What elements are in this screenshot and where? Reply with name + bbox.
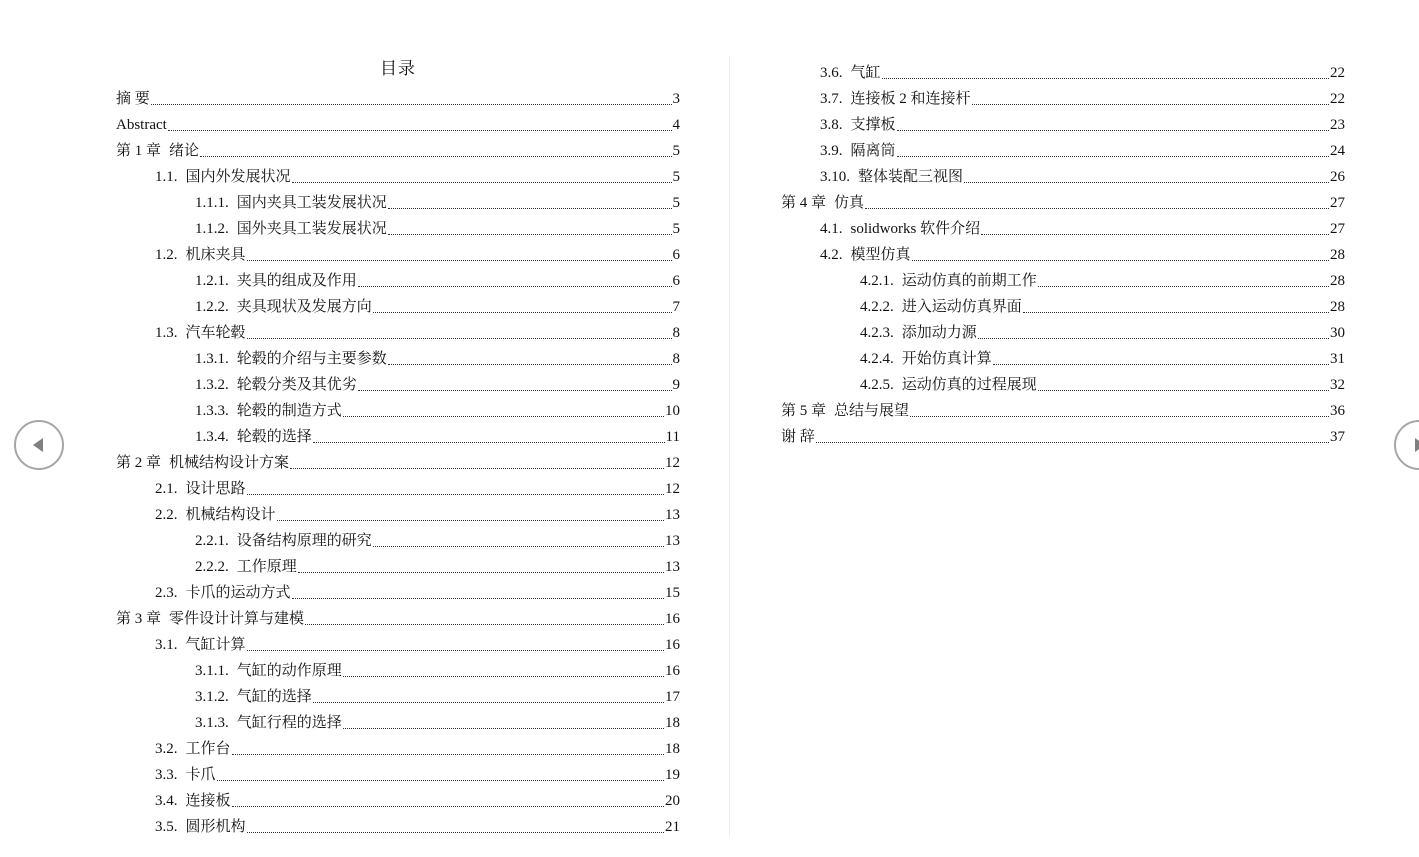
- previous-page-button[interactable]: [14, 420, 64, 470]
- toc-dot-leader: [247, 832, 664, 833]
- toc-entry-number: 1.3.2.: [195, 377, 229, 393]
- toc-entry[interactable]: [116, 368, 680, 394]
- toc-entry-page-number: 11: [665, 429, 680, 445]
- toc-entry-number: 2.2.2.: [195, 559, 229, 575]
- toc-dot-leader: [865, 208, 1329, 209]
- toc-entry-number: 3.2.: [155, 741, 178, 757]
- toc-entry[interactable]: [781, 134, 1345, 160]
- toc-entry-page-number: 16: [665, 611, 680, 627]
- toc-entry-title: 夹具现状及发展方向: [236, 299, 372, 315]
- toc-entry-number: 2.2.: [155, 507, 178, 523]
- toc-entry-page-number: 32: [1330, 377, 1345, 393]
- toc-dot-leader: [343, 416, 664, 417]
- toc-entry[interactable]: [116, 264, 680, 290]
- toc-dot-leader: [168, 130, 672, 131]
- toc-entry[interactable]: [116, 550, 680, 576]
- toc-entry-number: 4.2.3.: [860, 325, 894, 341]
- toc-entry-title: 运动仿真的过程展现: [901, 377, 1037, 393]
- toc-entry-number: 3.3.: [155, 767, 178, 783]
- toc-entry-title: 卡爪的运动方式: [185, 585, 291, 601]
- toc-entry-number: 2.1.: [155, 481, 178, 497]
- toc-dot-leader: [247, 494, 664, 495]
- toc-entry-title: 国内外发展状况: [185, 169, 291, 185]
- toc-entry-page-number: 10: [665, 403, 680, 419]
- toc-entry-page-number: 21: [665, 819, 680, 835]
- toc-entry-number: 1.1.1.: [195, 195, 229, 211]
- toc-dot-leader: [1023, 312, 1329, 313]
- toc-entry-page-number: 13: [665, 507, 680, 523]
- toc-entry[interactable]: [116, 394, 680, 420]
- toc-dot-leader: [373, 546, 664, 547]
- toc-entry-title: 添加动力源: [901, 325, 977, 341]
- toc-entry-title: 运动仿真的前期工作: [901, 273, 1037, 289]
- chevron-right-icon: [1396, 422, 1419, 468]
- toc-entry-page-number: 5: [672, 169, 680, 185]
- toc-entry-page-number: 16: [665, 663, 680, 679]
- toc-entry-title: 轮毂分类及其优劣: [236, 377, 357, 393]
- toc-entry-title: 隔离筒: [850, 143, 896, 159]
- toc-entry-number: 3.6.: [820, 65, 843, 81]
- toc-entry[interactable]: [781, 108, 1345, 134]
- page-divider: [729, 56, 730, 836]
- toc-title: 目录: [380, 59, 416, 78]
- toc-dot-leader: [388, 208, 672, 209]
- toc-dot-leader: [373, 312, 672, 313]
- toc-entry-title: 摘 要: [116, 91, 150, 107]
- toc-entry-number: 第 2 章: [116, 455, 162, 471]
- toc-entry-page-number: 17: [665, 689, 680, 705]
- toc-entry-page-number: 28: [1330, 299, 1345, 315]
- toc-entry-number: 1.2.2.: [195, 299, 229, 315]
- toc-dot-leader: [882, 78, 1329, 79]
- toc-dot-leader: [993, 364, 1329, 365]
- toc-entry-number: 3.10.: [820, 169, 850, 185]
- toc-entry-title: Abstract: [116, 117, 167, 133]
- toc-entry[interactable]: [116, 342, 680, 368]
- toc-entry-number: 1.1.: [155, 169, 178, 185]
- toc-entry-title: 夹具的组成及作用: [236, 273, 357, 289]
- toc-entry[interactable]: [781, 264, 1345, 290]
- toc-entry-page-number: 12: [665, 481, 680, 497]
- toc-entry[interactable]: [781, 290, 1345, 316]
- toc-entry-title: 气缸计算: [185, 637, 246, 653]
- toc-entry-page-number: 22: [1330, 91, 1345, 107]
- toc-entry-page-number: 31: [1330, 351, 1345, 367]
- toc-entry[interactable]: [781, 368, 1345, 394]
- toc-entry-number: 2.2.1.: [195, 533, 229, 549]
- toc-page-left: [116, 0, 680, 857]
- toc-dot-leader: [358, 390, 672, 391]
- toc-entry-page-number: 26: [1330, 169, 1345, 185]
- toc-entry-title: 国外夹具工装发展状况: [236, 221, 387, 237]
- toc-entry-page-number: 15: [665, 585, 680, 601]
- toc-list-right: [781, 56, 1345, 446]
- toc-page-right: [781, 0, 1345, 857]
- toc-entry-title: 气缸行程的选择: [236, 715, 342, 731]
- toc-dot-leader: [232, 754, 664, 755]
- toc-entry-number: 4.2.4.: [860, 351, 894, 367]
- toc-dot-leader: [981, 234, 1329, 235]
- toc-entry-title: 机床夹具: [185, 247, 246, 263]
- toc-entry-page-number: 37: [1330, 429, 1345, 445]
- toc-dot-leader: [343, 676, 664, 677]
- toc-entry-number: 第 4 章: [781, 195, 827, 211]
- toc-entry-page-number: 5: [672, 195, 680, 211]
- toc-dot-leader: [277, 520, 664, 521]
- toc-entry[interactable]: [116, 108, 680, 134]
- toc-dot-leader: [897, 130, 1329, 131]
- toc-entry[interactable]: [116, 758, 680, 784]
- toc-dot-leader: [1038, 286, 1329, 287]
- next-page-button[interactable]: [1394, 420, 1419, 470]
- toc-entry-page-number: 24: [1330, 143, 1345, 159]
- toc-entry[interactable]: [781, 82, 1345, 108]
- toc-entry[interactable]: [116, 602, 680, 628]
- toc-entry-number: 3.4.: [155, 793, 178, 809]
- toc-dot-leader: [358, 286, 672, 287]
- toc-entry-page-number: 27: [1330, 221, 1345, 237]
- toc-entry[interactable]: [116, 160, 680, 186]
- toc-entry-title: 总结与展望: [834, 403, 910, 419]
- chevron-left-icon: [16, 422, 62, 468]
- toc-entry-title: 气缸: [850, 65, 881, 81]
- toc-entry-page-number: 36: [1330, 403, 1345, 419]
- toc-entry-title: 轮毂的选择: [236, 429, 312, 445]
- toc-entry-title: 气缸的动作原理: [236, 663, 342, 679]
- toc-entry-page-number: 8: [672, 325, 680, 341]
- toc-entry[interactable]: [116, 576, 680, 602]
- toc-entry-title: 国内夹具工装发展状况: [236, 195, 387, 211]
- toc-entry-page-number: 23: [1330, 117, 1345, 133]
- toc-entry[interactable]: [781, 56, 1345, 82]
- toc-entry-number: 1.2.: [155, 247, 178, 263]
- toc-entry-page-number: 7: [672, 299, 680, 315]
- toc-entry-number: 1.3.3.: [195, 403, 229, 419]
- toc-entry[interactable]: [116, 472, 680, 498]
- toc-entry-title: 机械结构设计方案: [169, 455, 290, 471]
- toc-entry-page-number: 13: [665, 559, 680, 575]
- toc-entry-number: 4.2.5.: [860, 377, 894, 393]
- toc-dot-leader: [313, 442, 665, 443]
- toc-dot-leader: [388, 364, 672, 365]
- toc-entry[interactable]: [116, 238, 680, 264]
- toc-dot-leader: [343, 728, 664, 729]
- toc-entry-page-number: 16: [665, 637, 680, 653]
- toc-entry-number: 2.3.: [155, 585, 178, 601]
- toc-entry[interactable]: [116, 654, 680, 680]
- toc-entry[interactable]: [781, 212, 1345, 238]
- toc-entry-page-number: 18: [665, 715, 680, 731]
- toc-entry-title: 轮毂的介绍与主要参数: [236, 351, 387, 367]
- toc-dot-leader: [964, 182, 1329, 183]
- toc-entry[interactable]: [116, 186, 680, 212]
- toc-list-left: [116, 82, 680, 836]
- toc-entry-title: 汽车轮毂: [185, 325, 246, 341]
- toc-entry-number: 第 1 章: [116, 143, 162, 159]
- toc-entry-page-number: 18: [665, 741, 680, 757]
- toc-dot-leader: [292, 182, 672, 183]
- toc-entry-number: 3.1.2.: [195, 689, 229, 705]
- toc-entry[interactable]: [116, 316, 680, 342]
- toc-dot-leader: [1038, 390, 1329, 391]
- toc-entry[interactable]: [116, 628, 680, 654]
- toc-entry[interactable]: [781, 316, 1345, 342]
- toc-entry-title: 零件设计计算与建模: [169, 611, 305, 627]
- toc-entry-title: 模型仿真: [850, 247, 911, 263]
- toc-entry-number: 3.8.: [820, 117, 843, 133]
- toc-entry-title: 气缸的选择: [236, 689, 312, 705]
- toc-entry-page-number: 4: [672, 117, 680, 133]
- toc-entry-title: 绪论: [169, 143, 200, 159]
- toc-entry-page-number: 28: [1330, 273, 1345, 289]
- toc-entry-page-number: 13: [665, 533, 680, 549]
- toc-entry[interactable]: [116, 498, 680, 524]
- toc-entry-page-number: 22: [1330, 65, 1345, 81]
- toc-entry-title: 圆形机构: [185, 819, 246, 835]
- toc-entry-title: 机械结构设计: [185, 507, 276, 523]
- toc-entry-number: 3.1.1.: [195, 663, 229, 679]
- toc-dot-leader: [912, 260, 1329, 261]
- toc-entry-page-number: 5: [672, 143, 680, 159]
- toc-entry-title: 支撑板: [850, 117, 896, 133]
- toc-dot-leader: [292, 598, 664, 599]
- toc-entry-number: 4.1.: [820, 221, 843, 237]
- toc-entry[interactable]: [781, 420, 1345, 446]
- toc-entry-title: 仿真: [834, 195, 865, 211]
- toc-entry[interactable]: [116, 420, 680, 446]
- toc-entry[interactable]: [116, 524, 680, 550]
- toc-dot-leader: [247, 650, 664, 651]
- toc-dot-leader: [305, 624, 664, 625]
- toc-entry-title: 卡爪: [185, 767, 216, 783]
- toc-entry-number: 4.2.1.: [860, 273, 894, 289]
- toc-dot-leader: [298, 572, 664, 573]
- toc-entry-number: 3.5.: [155, 819, 178, 835]
- toc-dot-leader: [388, 234, 672, 235]
- toc-entry-title: 工作台: [185, 741, 231, 757]
- toc-entry-number: 1.2.1.: [195, 273, 229, 289]
- toc-entry-title: 开始仿真计算: [901, 351, 992, 367]
- toc-entry-title: 设备结构原理的研究: [236, 533, 372, 549]
- toc-dot-leader: [232, 806, 664, 807]
- toc-entry[interactable]: [116, 810, 680, 836]
- toc-entry-title: 谢 辞: [781, 429, 815, 445]
- toc-entry[interactable]: [781, 160, 1345, 186]
- toc-entry-page-number: 19: [665, 767, 680, 783]
- toc-entry-number: 3.7.: [820, 91, 843, 107]
- toc-entry-number: 1.1.2.: [195, 221, 229, 237]
- toc-entry-page-number: 5: [672, 221, 680, 237]
- toc-entry-number: 4.2.2.: [860, 299, 894, 315]
- toc-entry[interactable]: [116, 290, 680, 316]
- toc-dot-leader: [200, 156, 671, 157]
- toc-entry[interactable]: [781, 394, 1345, 420]
- toc-entry-page-number: 9: [672, 377, 680, 393]
- toc-entry-title: 工作原理: [236, 559, 297, 575]
- toc-entry-number: 1.3.: [155, 325, 178, 341]
- toc-entry[interactable]: [781, 186, 1345, 212]
- toc-entry-title: 连接板 2 和连接杆: [850, 91, 971, 107]
- toc-entry[interactable]: [781, 342, 1345, 368]
- toc-dot-leader: [217, 780, 664, 781]
- toc-dot-leader: [247, 338, 672, 339]
- toc-entry-number: 4.2.: [820, 247, 843, 263]
- toc-entry-page-number: 8: [672, 351, 680, 367]
- toc-entry-page-number: 12: [665, 455, 680, 471]
- toc-entry-page-number: 27: [1330, 195, 1345, 211]
- toc-entry-page-number: 6: [672, 247, 680, 263]
- toc-entry-title: 整体装配三视图: [858, 169, 964, 185]
- toc-entry[interactable]: [116, 680, 680, 706]
- toc-entry-number: 第 5 章: [781, 403, 827, 419]
- toc-dot-leader: [910, 416, 1329, 417]
- toc-entry-title: 设计思路: [185, 481, 246, 497]
- toc-entry[interactable]: [116, 784, 680, 810]
- toc-dot-leader: [897, 156, 1329, 157]
- toc-entry-title: 进入运动仿真界面: [901, 299, 1022, 315]
- toc-entry[interactable]: [116, 212, 680, 238]
- toc-entry-title: solidworks 软件介绍: [850, 221, 981, 237]
- toc-entry-number: 3.1.3.: [195, 715, 229, 731]
- toc-entry-page-number: 20: [665, 793, 680, 809]
- toc-entry-number: 第 3 章: [116, 611, 162, 627]
- toc-dot-leader: [816, 442, 1329, 443]
- toc-entry[interactable]: [116, 82, 680, 108]
- toc-entry[interactable]: [116, 706, 680, 732]
- toc-dot-leader: [972, 104, 1329, 105]
- toc-dot-leader: [313, 702, 664, 703]
- toc-dot-leader: [151, 104, 672, 105]
- toc-entry-title: 轮毂的制造方式: [236, 403, 342, 419]
- toc-entry[interactable]: [116, 732, 680, 758]
- toc-entry-title: 连接板: [185, 793, 231, 809]
- toc-entry[interactable]: [116, 446, 680, 472]
- toc-dot-leader: [247, 260, 672, 261]
- toc-entry[interactable]: [116, 134, 680, 160]
- toc-entry-page-number: 6: [672, 273, 680, 289]
- toc-entry-page-number: 28: [1330, 247, 1345, 263]
- toc-entry-page-number: 30: [1330, 325, 1345, 341]
- toc-entry-number: 3.1.: [155, 637, 178, 653]
- toc-entry-page-number: 3: [672, 91, 680, 107]
- toc-entry-number: 1.3.4.: [195, 429, 229, 445]
- toc-entry-number: 1.3.1.: [195, 351, 229, 367]
- toc-dot-leader: [290, 468, 664, 469]
- toc-dot-leader: [978, 338, 1329, 339]
- toc-entry[interactable]: [781, 238, 1345, 264]
- toc-entry-number: 3.9.: [820, 143, 843, 159]
